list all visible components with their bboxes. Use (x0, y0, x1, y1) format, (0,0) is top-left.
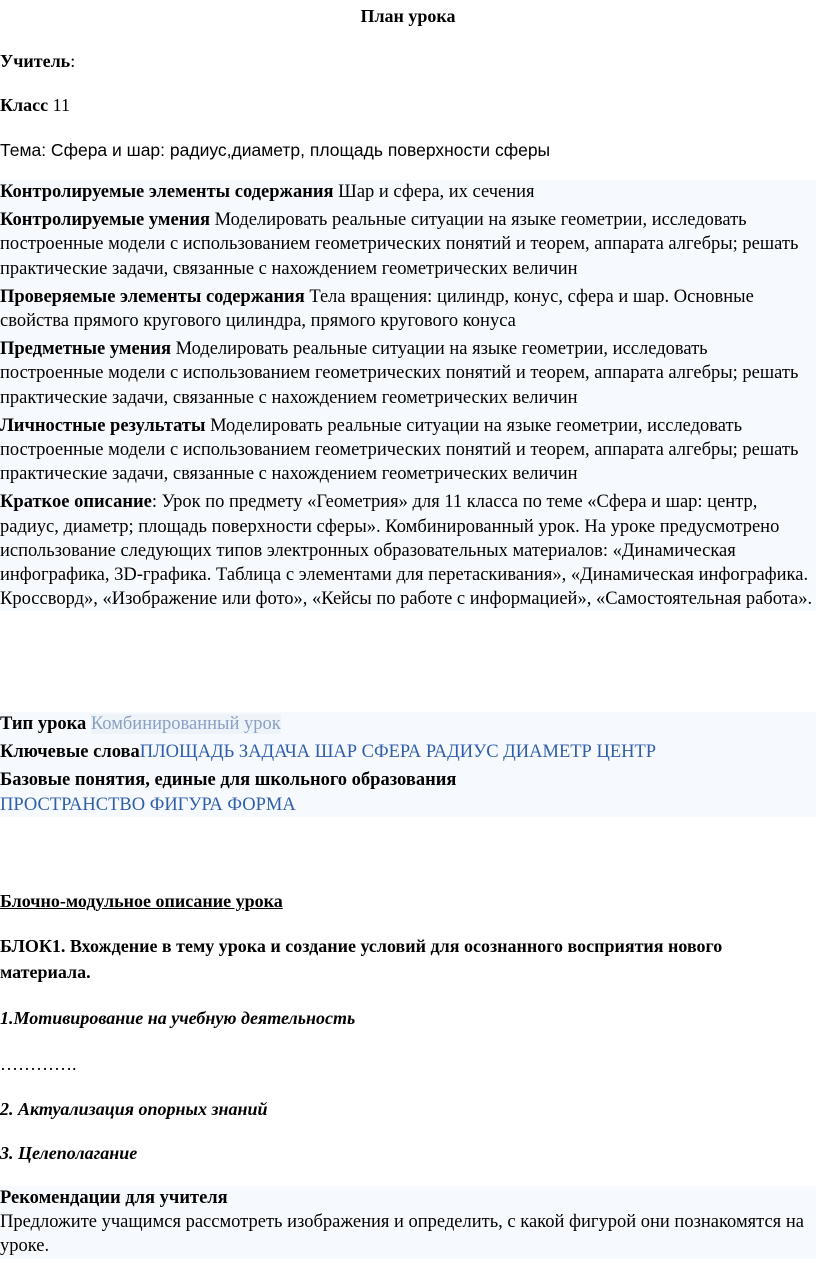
step3-heading: 3. Целеполагание (0, 1143, 138, 1163)
recommendations-text: Предложите учащимся рассмотреть изображения и определить, с какой фигурой они познакомятся на уроке. (0, 1212, 804, 1257)
topic-line: Тема: Сфера и шар: радиус,диаметр, площадь поверхности сферы (0, 140, 551, 160)
step1-heading: 1.Мотивирование на учебную деятельность (0, 1008, 356, 1028)
block1-heading: БЛОК1. Вхождение в тему урока и создание условий для осознанного восприятия нового материала. (0, 936, 723, 982)
class-label: Класс (0, 95, 49, 115)
personal-results: Личностные результаты Моделировать реальные ситуации на языке геометрии, исследовать построенные модели с использованием геометрических понятий и теорем, аппарата алгебры; решать практические задачи, связанные с нахождением геометрических величин (0, 415, 799, 485)
lesson-type: Тип урока Комбинированный урок (0, 714, 281, 734)
base-concepts-value: ПРОСТРАНСТВО ФИГУРА ФОРМА (0, 794, 296, 815)
keywords: Ключевые словаПЛОЩАДЬ ЗАДАЧА ШАР СФЕРА РАДИУС ДИАМЕТР ЦЕНТР (0, 742, 657, 763)
page-title: План урока (360, 6, 456, 26)
teacher-line (0, 49, 75, 73)
step2-heading: 2. Актуализация опорных знаний (0, 1099, 268, 1119)
short-description: Краткое описание: Урок по предмету «Геометрия» для 11 класса по теме «Сфера и шар: центр, радиус, диаметр; площадь поверхности сферы». Комбинированный урок. На уроке предусмотрено использование следующих типов электронных образовательных материалов: «Динамическая инфографика, 3D-графика. Таблица с элементами для перетаскивания», «Динамическая инфографика. Кроссворд», «Изображение или фото», «Кейсы по работе с информацией», «Самостоятельная работа». (0, 492, 813, 610)
lesson-info-band (0, 180, 816, 611)
module-heading: Блочно-модульное описание урока (0, 891, 283, 911)
checked-content: Проверяемые элементы содержания Тела вращения: цилиндр, конус, сфера и шар. Основные свойства прямого кругового цилиндра, прямого кругового конуса (0, 286, 754, 332)
class-line (0, 93, 70, 117)
controlled-content: Контролируемые элементы содержания Шар и сфера, их сечения (0, 182, 535, 202)
teacher-label: Учитель (0, 51, 71, 71)
recommendations-label: Рекомендации для учителя (0, 1188, 228, 1208)
lesson-meta-band (0, 712, 816, 817)
controlled-skills: Контролируемые умения Моделировать реальные ситуации на языке геометрии, исследовать построенные модели с использованием геометрических понятий и теорем, аппарата алгебры; решать практические задачи, связанные с нахождением геометрических величин (0, 210, 799, 279)
subject-skills: Предметные умения Моделировать реальные ситуации на языке геометрии, исследовать построенные модели с использованием геометрических понятий и теорем, аппарата алгебры; решать практические задачи, связанные с нахождением геометрических величин (0, 339, 799, 408)
recommendations-band (0, 1186, 816, 1259)
base-concepts-label: Базовые понятия, единые для школьного образования (0, 770, 457, 791)
ellipsis-line: …………. (0, 1054, 77, 1074)
teacher-value: : (70, 51, 76, 71)
class-value: 11 (52, 95, 70, 115)
